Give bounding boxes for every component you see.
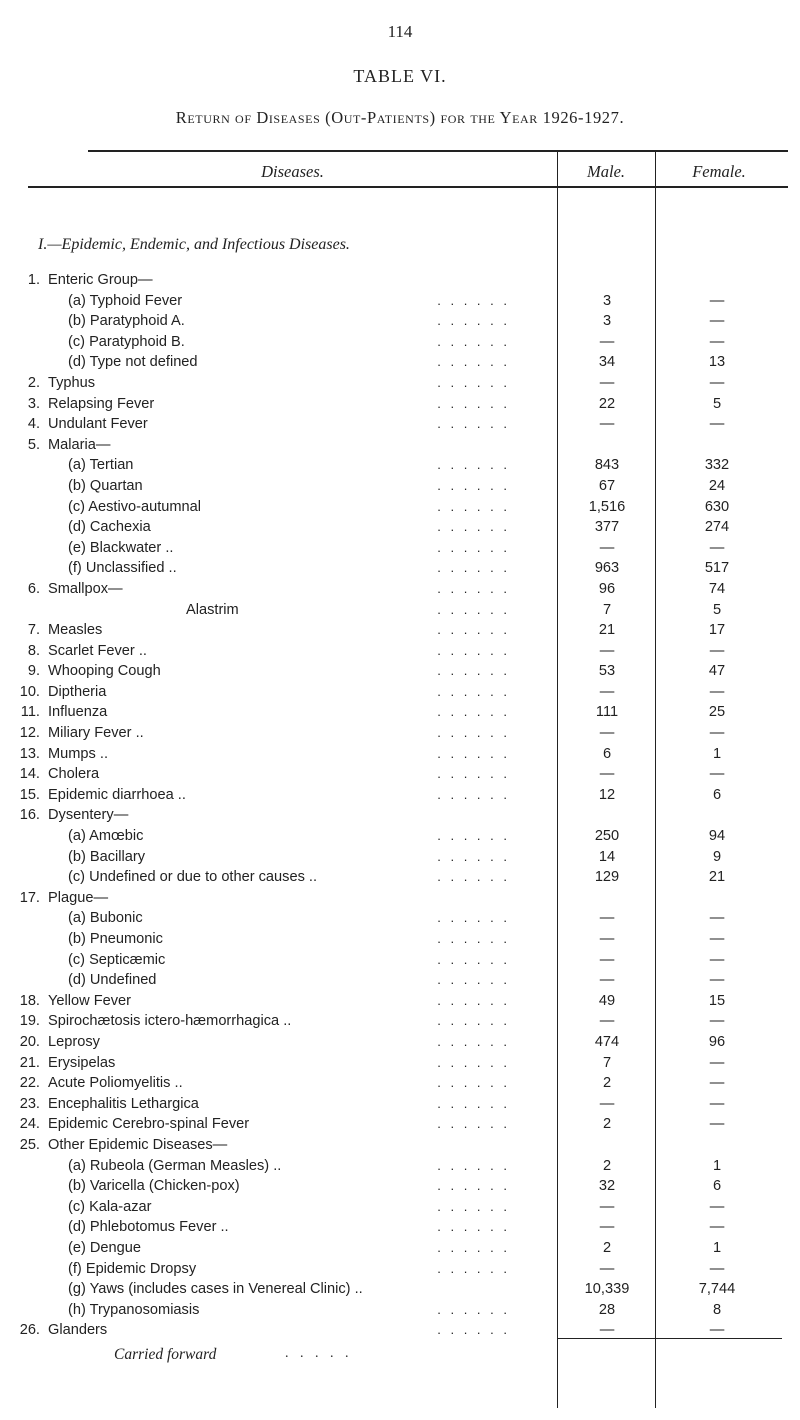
table-row: [0, 1176, 800, 1197]
male-count: 14: [598, 848, 616, 865]
male-count: 6: [602, 745, 612, 762]
row-number: 3.: [27, 395, 40, 412]
row-number: 4.: [27, 416, 40, 433]
female-count: 94: [708, 828, 726, 845]
dot-leader: . . . . . .: [437, 1198, 510, 1214]
table-row: [0, 744, 800, 765]
table-row: [0, 620, 800, 641]
female-count: —: [709, 972, 725, 989]
male-count: —: [599, 1322, 615, 1339]
dot-leader: . . . . . .: [437, 951, 510, 967]
disease-label: (b) Quartan: [68, 477, 143, 494]
table-row: [0, 1156, 800, 1177]
disease-label: (f) Epidemic Dropsy: [68, 1260, 197, 1277]
row-number: 25.: [19, 1136, 40, 1153]
male-count: 2: [602, 1239, 612, 1256]
male-count: 10,339: [584, 1281, 630, 1298]
female-count: 1: [712, 1157, 722, 1174]
male-count: 21: [598, 622, 616, 639]
male-count: —: [599, 951, 615, 968]
disease-label: Dysentery—: [48, 807, 129, 824]
male-count: —: [599, 1198, 615, 1215]
disease-label: Encephalitis Lethargica: [48, 1095, 199, 1112]
female-count: —: [709, 683, 725, 700]
dot-leader: . . . . . .: [437, 354, 510, 370]
disease-label: (a) Rubeola (German Measles) ..: [68, 1157, 282, 1174]
disease-label: Alastrim: [186, 601, 239, 618]
disease-rows: [0, 270, 800, 1341]
disease-label: (f) Unclassified ..: [68, 560, 177, 577]
female-count: —: [709, 416, 725, 433]
table-row: [0, 785, 800, 806]
female-count: —: [709, 539, 725, 556]
disease-label: Undulant Fever: [48, 416, 148, 433]
disease-label: (g) Yaws (includes cases in Venereal Clinic) ..: [68, 1281, 363, 1298]
female-count: —: [709, 1095, 725, 1112]
disease-label: (b) Bacillary: [68, 848, 146, 865]
row-number: 8.: [27, 642, 40, 659]
male-count: —: [599, 1219, 615, 1236]
dot-leader: . . . . . .: [437, 292, 510, 308]
disease-label: (e) Blackwater ..: [68, 539, 174, 556]
table-row: [0, 538, 800, 559]
dot-leader: . . . . . .: [437, 1301, 510, 1317]
disease-label: Cholera: [48, 766, 100, 783]
row-number: 17.: [19, 889, 40, 906]
disease-label: Erysipelas: [48, 1054, 116, 1071]
disease-label: Mumps ..: [48, 745, 109, 762]
table-row: [0, 723, 800, 744]
male-count: 67: [598, 477, 616, 494]
disease-label: Diptheria: [48, 683, 107, 700]
disease-label: (a) Bubonic: [68, 910, 143, 927]
disease-label: Measles: [48, 622, 103, 639]
disease-label: Leprosy: [48, 1033, 100, 1050]
female-count: —: [709, 333, 725, 350]
table-row: [0, 764, 800, 785]
male-count: 111: [595, 704, 619, 721]
table-row: [0, 1094, 800, 1115]
disease-label: (c) Septicæmic: [68, 951, 166, 968]
table-subtitle: Return of Diseases (Out-Patients) for the Year 1926-1927.: [175, 108, 625, 127]
disease-label: (c) Kala-azar: [68, 1198, 152, 1215]
disease-label: (e) Dengue: [68, 1239, 142, 1256]
female-count: 1: [712, 745, 722, 762]
disease-label: Epidemic diarrhoea ..: [48, 786, 186, 803]
male-count: 2: [602, 1157, 612, 1174]
table-row: [0, 1300, 800, 1321]
table-title: TABLE VI.: [353, 66, 447, 86]
dot-leader: . . . . . .: [437, 1178, 510, 1194]
table-row: [0, 1259, 800, 1280]
header-male: Male.: [586, 162, 626, 181]
male-count: 22: [598, 395, 616, 412]
dot-leader: . . . . . .: [437, 663, 510, 679]
female-count: —: [709, 292, 725, 309]
disease-label: (d) Type not defined: [68, 354, 198, 371]
male-count: —: [599, 1095, 615, 1112]
dot-leader: . . . . . .: [437, 601, 510, 617]
disease-label: (b) Varicella (Chicken-pox): [68, 1178, 240, 1195]
female-count: 8: [712, 1301, 722, 1318]
disease-label: Typhus: [48, 374, 96, 391]
male-count: —: [599, 725, 615, 742]
dot-leader: . . . . . .: [437, 1095, 510, 1111]
female-count: —: [709, 313, 725, 330]
table-row: [0, 929, 800, 950]
table-row: [0, 1197, 800, 1218]
female-count: 5: [712, 601, 722, 618]
disease-label: (d) Phlebotomus Fever ..: [68, 1219, 229, 1236]
dot-leader: . . . . . .: [437, 519, 510, 535]
table-row: [0, 352, 800, 373]
dot-leader: . . . . . .: [437, 869, 510, 885]
female-count: —: [709, 1054, 725, 1071]
dot-leader: . . . . . .: [437, 931, 510, 946]
dot-leader: . . . . . .: [437, 766, 510, 782]
table-row: [0, 1135, 800, 1156]
male-count: 3: [602, 313, 612, 330]
dot-leader: . . . . . .: [437, 1075, 510, 1091]
male-count: 34: [598, 354, 616, 371]
disease-label: (d) Undefined: [68, 972, 157, 989]
table-row: [0, 1279, 800, 1300]
dot-leader: . . . . . .: [437, 1260, 510, 1276]
row-number: 23.: [19, 1095, 40, 1112]
male-count: 28: [598, 1301, 616, 1318]
dot-leader: . . . . . .: [437, 457, 510, 473]
row-number: 26.: [19, 1322, 40, 1339]
male-count: 474: [594, 1033, 620, 1050]
table-row: [0, 311, 800, 332]
table-row: [0, 1032, 800, 1053]
male-count: —: [599, 416, 615, 433]
female-count: —: [709, 910, 725, 927]
dot-leader: . . . . . .: [437, 1013, 510, 1029]
dot-leader: . . . . . .: [437, 786, 510, 802]
row-number: 18.: [19, 992, 40, 1009]
male-count: 377: [594, 519, 620, 536]
female-count: 5: [712, 395, 722, 412]
dot-leader: . . . . . .: [437, 972, 510, 988]
disease-label: Other Epidemic Diseases—: [48, 1136, 228, 1153]
male-count: 250: [594, 828, 620, 845]
disease-label: (a) Tertian: [68, 457, 134, 474]
table-row: [0, 1238, 800, 1259]
table-row: [0, 579, 800, 600]
disease-label: (c) Undefined or due to other causes ..: [68, 869, 318, 886]
disease-label: Smallpox—: [48, 580, 123, 597]
table-row: [0, 291, 800, 312]
male-count: —: [599, 683, 615, 700]
disease-label: (a) Typhoid Fever: [68, 292, 183, 309]
dot-leader: . . . . . .: [437, 416, 510, 432]
table-row: [0, 908, 800, 929]
male-count: 1,516: [588, 498, 626, 515]
table-row: [0, 455, 800, 476]
table-row: [0, 1053, 800, 1074]
male-count: —: [599, 972, 615, 989]
female-count: 7,744: [698, 1281, 736, 1298]
male-count: 32: [598, 1178, 616, 1195]
page-number: 114: [387, 22, 413, 41]
table-row: [0, 826, 800, 847]
male-count: 963: [594, 560, 620, 577]
male-count: 7: [602, 1054, 612, 1071]
row-number: 19.: [19, 1013, 40, 1030]
dot-leader: . . . . . .: [437, 580, 510, 596]
male-count: 2: [602, 1116, 612, 1133]
row-number: 21.: [19, 1054, 40, 1071]
dot-leader: . . . . . .: [437, 848, 510, 864]
table-row: [0, 1320, 800, 1341]
header-diseases: Diseases.: [261, 162, 324, 181]
disease-label: Scarlet Fever ..: [48, 642, 147, 659]
male-count: 129: [594, 869, 620, 886]
dot-leader: . . . . . .: [437, 992, 510, 1008]
dot-leader: . . . . . .: [437, 313, 510, 329]
female-count: —: [709, 1075, 725, 1092]
male-count: 2: [602, 1075, 612, 1092]
female-count: 21: [708, 869, 726, 886]
carried-forward-label: Carried forward: [114, 1346, 217, 1363]
male-count: 3: [602, 292, 612, 309]
disease-label: Spirochætosis ictero-hæmorrhagica ..: [48, 1013, 292, 1030]
table-row: [0, 641, 800, 662]
dot-leader: . . . . . .: [437, 1219, 510, 1235]
row-number: 6.: [27, 580, 40, 597]
row-number: 15.: [19, 786, 40, 803]
table-row: [0, 867, 800, 888]
dot-leader: . . . . . .: [437, 1157, 510, 1173]
row-number: 16.: [19, 807, 40, 824]
table-row: [0, 847, 800, 868]
male-count: 7: [602, 601, 612, 618]
table-row: [0, 1217, 800, 1238]
table-row: [0, 373, 800, 394]
disease-label: (b) Paratyphoid A.: [68, 313, 185, 330]
female-count: 6: [712, 786, 722, 803]
male-count: 96: [598, 580, 616, 597]
table-row: [0, 991, 800, 1012]
dot-leader: . . . . . .: [437, 1054, 510, 1070]
table-row: [0, 600, 800, 621]
row-number: 12.: [19, 725, 40, 742]
female-count: 1: [712, 1239, 722, 1256]
disease-label: Epidemic Cerebro-spinal Fever: [48, 1116, 250, 1133]
dot-leader: . . . . . .: [437, 477, 510, 493]
table-row: [0, 1114, 800, 1135]
dot-leader: . . . . . .: [437, 683, 510, 699]
table-row: [0, 1011, 800, 1032]
row-number: 5.: [27, 436, 40, 453]
row-number: 22.: [19, 1075, 40, 1092]
female-count: —: [709, 1219, 725, 1236]
female-count: 47: [708, 663, 726, 680]
female-count: 332: [704, 457, 730, 474]
female-count: —: [709, 725, 725, 742]
dot-leader: . . . . . .: [437, 1116, 510, 1132]
row-number: 14.: [19, 766, 40, 783]
male-count: —: [599, 1013, 615, 1030]
disease-label: Acute Poliomyelitis ..: [48, 1075, 183, 1092]
male-count: —: [599, 931, 615, 947]
table-row: [0, 702, 800, 723]
female-count: —: [709, 951, 725, 968]
dot-leader: . . . . . .: [437, 539, 510, 555]
female-count: 17: [708, 622, 726, 639]
female-count: —: [709, 1198, 725, 1215]
dot-leader: . . . . . .: [437, 828, 510, 844]
dot-leader: . . . . . .: [437, 725, 510, 741]
top-rule: [88, 150, 788, 152]
header-female: Female.: [692, 162, 746, 181]
dot-leader: . . . . . .: [437, 642, 510, 658]
disease-label: Influenza: [48, 704, 108, 721]
table-row: [0, 950, 800, 971]
female-count: —: [709, 374, 725, 391]
disease-label: (a) Amœbic: [68, 828, 144, 845]
table-row: [0, 476, 800, 497]
carried-forward-leader: . . . . .: [285, 1346, 353, 1361]
disease-label: (c) Aestivo-autumnal: [68, 498, 202, 515]
female-count: 6: [712, 1178, 722, 1195]
disease-label: (b) Pneumonic: [68, 931, 163, 947]
disease-label: (c) Paratyphoid B.: [68, 333, 185, 350]
male-count: 53: [598, 663, 616, 680]
dot-leader: . . . . . .: [437, 1033, 510, 1049]
female-count: —: [709, 1322, 725, 1339]
male-count: 843: [594, 457, 620, 474]
row-number: 2.: [27, 374, 40, 391]
table-row: [0, 970, 800, 991]
male-count: —: [599, 642, 615, 659]
row-number: 24.: [19, 1116, 40, 1133]
female-count: —: [709, 642, 725, 659]
disease-label: (d) Cachexia: [68, 519, 151, 536]
dot-leader: . . . . . .: [437, 622, 510, 638]
table-row: [0, 332, 800, 353]
dot-leader: . . . . . .: [437, 560, 510, 576]
dot-leader: . . . . . .: [437, 374, 510, 390]
header-rule: [28, 186, 788, 188]
table-row: [0, 558, 800, 579]
disease-label: Enteric Group—: [48, 272, 153, 288]
dot-leader: . . . . . .: [437, 745, 510, 761]
female-count: 517: [704, 560, 730, 577]
female-count: —: [709, 766, 725, 783]
row-number: 9.: [27, 663, 40, 680]
male-count: 12: [598, 786, 616, 803]
female-count: 274: [704, 519, 730, 536]
dot-leader: . . . . . .: [437, 395, 510, 411]
female-count: 9: [712, 848, 722, 865]
table-row: [0, 497, 800, 518]
female-count: 24: [708, 477, 726, 494]
female-count: 13: [708, 354, 726, 371]
table-row: [0, 661, 800, 682]
male-count: —: [599, 374, 615, 391]
section-heading: I.—Epidemic, Endemic, and Infectious Diseases.: [38, 236, 350, 253]
female-count: —: [709, 1013, 725, 1030]
male-count: —: [599, 539, 615, 556]
row-number: 7.: [27, 622, 40, 639]
male-count: —: [599, 766, 615, 783]
dot-leader: . . . . . .: [437, 498, 510, 514]
female-count: 630: [704, 498, 730, 515]
disease-label: (h) Trypanosomiasis: [68, 1301, 200, 1318]
female-count: —: [709, 931, 725, 947]
disease-label: Miliary Fever ..: [48, 725, 144, 742]
table-row: [0, 394, 800, 415]
row-number: 13.: [19, 745, 40, 762]
female-count: 96: [708, 1033, 726, 1050]
table-row: [0, 805, 800, 826]
table-row: [0, 682, 800, 703]
dot-leader: . . . . . .: [437, 704, 510, 720]
disease-label: Whooping Cough: [48, 663, 161, 680]
row-number: 11.: [20, 704, 40, 721]
dot-leader: . . . . . .: [437, 910, 510, 926]
table-row: [0, 435, 800, 456]
female-count: —: [709, 1116, 725, 1133]
row-number: 1.: [27, 272, 40, 288]
disease-label: Plague—: [48, 889, 109, 906]
dot-leader: . . . . . .: [437, 1239, 510, 1255]
male-count: 49: [598, 992, 616, 1009]
table-row: [0, 270, 800, 291]
table-row: [0, 888, 800, 909]
female-count: 25: [708, 704, 726, 721]
male-count: —: [599, 910, 615, 927]
female-count: 74: [708, 580, 726, 597]
table-row: [0, 414, 800, 435]
dot-leader: . . . . . .: [437, 1322, 510, 1338]
disease-label: Yellow Fever: [48, 992, 132, 1009]
table-row: [0, 1073, 800, 1094]
male-count: —: [599, 333, 615, 350]
female-count: 15: [708, 992, 726, 1009]
row-number: 10.: [19, 683, 40, 700]
disease-label: Relapsing Fever: [48, 395, 155, 412]
disease-label: Malaria—: [48, 436, 111, 453]
dot-leader: . . . . . .: [437, 333, 510, 349]
male-count: —: [599, 1260, 615, 1277]
row-number: 20.: [19, 1033, 40, 1050]
female-count: —: [709, 1260, 725, 1277]
disease-label: Glanders: [48, 1322, 108, 1339]
table-row: [0, 517, 800, 538]
